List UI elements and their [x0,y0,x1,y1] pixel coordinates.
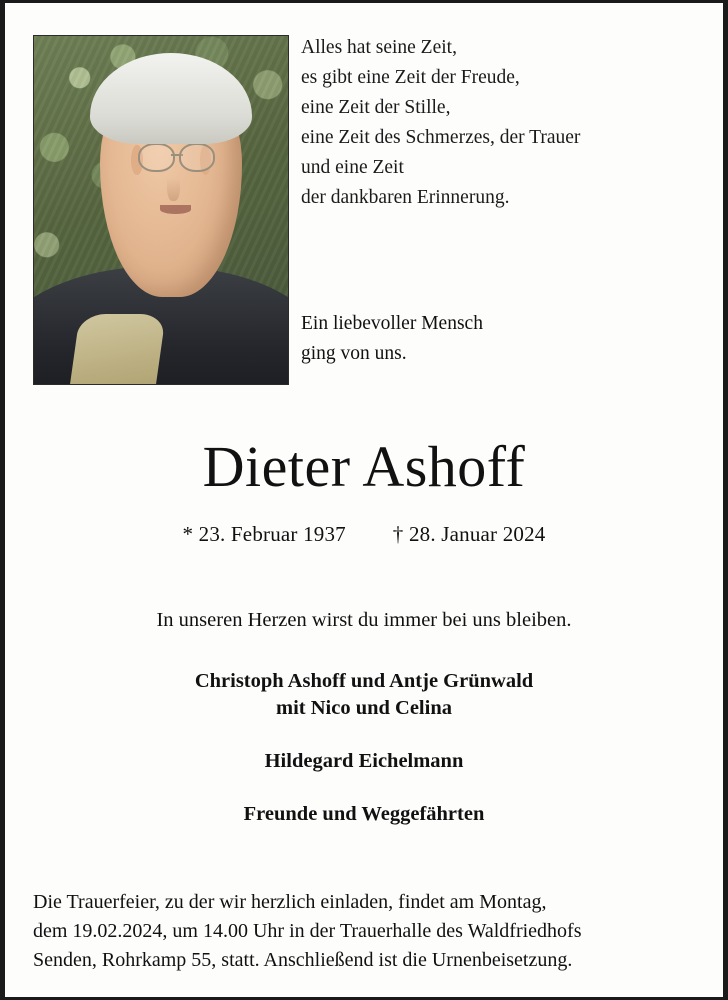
funeral-details [33,888,695,975]
glasses-icon [138,143,215,168]
memorial-message: In unseren Herzen wirst du immer bei uns bleiben. [156,608,572,631]
verse-text [301,33,695,213]
verse-line: eine Zeit der Stille, [301,97,451,118]
portrait-photo [33,35,289,385]
verse-line: Alles hat seine Zeit, [301,37,457,58]
photo-collar [70,314,166,384]
funeral-line: Die Trauerfeier, zu der wir herzlich einladen, findet am Montag, [33,890,547,913]
family-list [33,668,695,828]
life-dates [33,522,695,547]
verse-column [295,25,695,369]
family-line: Christoph Ashoff und Antje Grünwald [194,669,534,692]
birth-date: * 23. Februar 1937 [182,521,346,546]
photo-lens-left [138,143,174,172]
verse-line: der dankbaren Erinnerung. [301,187,510,208]
portrait-column [33,25,295,385]
deceased-name: Dieter Ashoff [202,434,526,499]
funeral-line: Senden, Rohrkamp 55, statt. Anschließend ist die Urnenbeisetzung. [33,948,573,971]
family-group [33,801,695,828]
notice-inner [5,3,723,997]
verse-secondary-line: ging von uns. [301,343,407,364]
family-line: Hildegard Eichelmann [264,749,464,772]
family-line: Freunde und Weggefährten [243,802,485,825]
family-group [33,748,695,775]
verse-line: es gibt eine Zeit der Freude, [301,67,520,88]
verse-line: und eine Zeit [301,157,404,178]
photo-mouth [160,205,191,214]
family-group [33,668,695,722]
family-line: mit Nico und Celina [276,696,452,719]
verse-secondary-line: Ein liebevoller Mensch [301,313,483,334]
photo-lens-right [179,143,215,172]
top-section [33,25,695,385]
death-date: † 28. Januar 2024 [392,521,546,546]
verse-line: eine Zeit des Schmerzes, der Trauer [301,127,581,148]
verse-secondary-text [301,309,695,369]
photo-nose [167,168,180,200]
funeral-line: dem 19.02.2024, um 14.00 Uhr in der Trauerhalle des Waldfriedhofs [33,919,582,942]
